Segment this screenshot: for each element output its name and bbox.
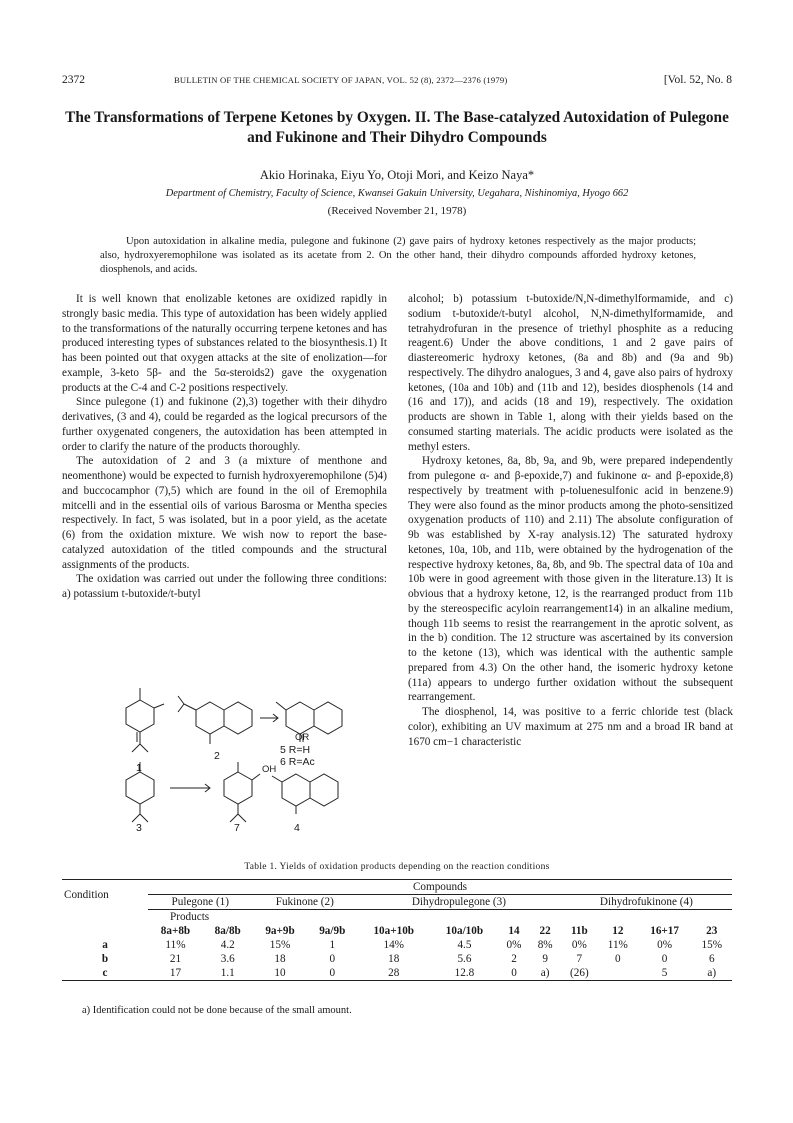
column-header: 10a/10b (445, 925, 484, 937)
paragraph: The autoxidation of 2 and 3 (a mixture of menthone and neomenthone) would be expected to furnish hydroxyeremophilone (5)4) and buccocamphor (7),5) which are found in the oil of Eremophila mitcelli and in the essential oils of various Barosma or Mentha species respectively. In fact, 5 was isolated, but in a poor yield, as the acetate (6) from the oxidation mixture. We wish now to report the base-catalyzed autoxidation of the titled compounds and the structural assignments of the products. (62, 455, 387, 571)
table-cell: 0 (307, 966, 357, 981)
table-header-row (62, 924, 732, 938)
table-footnote: a) Identification could not be done because of the small amount. (82, 1005, 352, 1016)
right-column (408, 292, 733, 749)
table-cell: 0% (657, 939, 673, 951)
substituent-label: OR (295, 732, 310, 743)
column-header: 14 (508, 925, 520, 937)
table-header: Compounds (148, 880, 732, 895)
table-header-row (62, 895, 732, 910)
abstract: Upon autoxidation in alkaline media, pulegone and fukinone (2) gave pairs of hydroxy ketones respectively as the major products; also, hydroxyeremophilone was isolated as its acetate from 2. On the other hand, their dihydro compounds afforded hydroxy ketones, diosphenols, and acids. (100, 236, 696, 275)
table-row (62, 938, 732, 952)
column-header: 23 (706, 925, 718, 937)
journal-citation: BULLETIN OF THE CHEMICAL SOCIETY OF JAPAN, VOL. 52 (8), 2372—2376 (1979) (174, 75, 508, 85)
compound-label: 5 R=H (280, 744, 311, 756)
table-cell (598, 966, 638, 981)
compound-label: 3 (136, 822, 142, 834)
table-row (62, 952, 732, 966)
table-header: Condition (62, 880, 148, 910)
table-cell: 6 (708, 953, 715, 965)
author-list: Akio Horinaka, Eiyu Yo, Otoji Mori, and Keizo Naya* (259, 168, 535, 182)
column-header: 8a+8b (160, 925, 191, 937)
table-cell: 3.6 (220, 953, 235, 965)
table-cell: 8% (537, 939, 553, 951)
table-header-row (62, 910, 732, 925)
table-cell: 0 (615, 953, 621, 965)
table-cell: 18 (388, 953, 400, 965)
table-header-row (62, 880, 732, 895)
table-cell: 0 (329, 953, 336, 965)
table-cell: 0% (571, 939, 587, 951)
table-group-header: Fukinone (2) (253, 895, 358, 910)
column-header: 8a/8b (214, 925, 241, 937)
table-cell: 0% (506, 939, 522, 951)
paragraph: The oxidation was carried out under the following three conditions: a) potassium t-butoxide/t-butyl (62, 573, 387, 600)
column-header: 9a+9b (265, 925, 295, 937)
paragraph: Hydroxy ketones, 8a, 8b, 9a, and 9b, were prepared independently from pulegone α- and β-epoxide,7) and fukinone α- and β-epoxide,8) respectively by treatment with p-toluenesulfonic acid in benzene.9) They were also found as the minor products among the photo-sensitized oxygenation products of 110) and 2.11) The absolute configuration of 9b was established by X-ray analysis.12) The saturated hydroxy ketones, 10a, 10b, and 11b, were obtained by the hydrogenation of the respective hydroxy ketones, 8a, 8b, and 9b. The spectral data of 10a and 10b were in good agreement with those given in the literature.13) It is obvious that a hydroxy ketone, 12, is the rearranged product from 11b by the stereospecific acyloin rearrangement14) in an alkaline medium, though 11b seems to resist the rearrangement in the aprotic solvent, as in the b) condition. The 12 structure was ascertained by its conversion to the ketone (13), which was identical with the authentic sample prepared from 4.3) On the other hand, the isomeric hydroxy ketone (11a) appears to undergo further oxidation without the subsequent rearrangement. (408, 455, 733, 704)
table-cell: a) (692, 966, 732, 981)
table-cell: 5.6 (457, 953, 472, 965)
column-header: 12 (612, 925, 624, 937)
table-cell: 0 (661, 953, 668, 965)
table-cell: 4.2 (220, 939, 235, 951)
table-cell: 1 (329, 939, 336, 951)
table-group-header: Pulegone (1) (148, 895, 253, 910)
compound-label: 4 (294, 822, 300, 834)
table-cell: 2 (511, 953, 517, 965)
table-cell: 5 (638, 966, 692, 981)
table-cell: (26) (561, 966, 598, 981)
compound-label: 2 (214, 750, 220, 762)
structure-drawings (100, 684, 360, 834)
left-column (62, 292, 387, 602)
table-group-header: Dihydrofukinone (4) (561, 895, 732, 910)
row-label: b (101, 953, 109, 965)
table-cell: 18 (274, 953, 286, 965)
table-header: Products (170, 911, 210, 923)
table-cell: 15% (269, 939, 291, 951)
table-cell: 17 (148, 966, 203, 981)
substituent-label: OH (262, 764, 277, 775)
table-group-header: Dihydropulegone (3) (357, 895, 561, 910)
paragraph: It is well known that enolizable ketones are oxidized rapidly in strongly basic media. This type of autoxidation has been widely applied to the transformations of the naturally occurring terpene ketones and has produced interesting types of substances related to the biosynthesis.1) It has been pointed out that oxygen attacks at the site of enolization—for example, 3-keto 5β- and the 5α-steroids2) gave the oxygenation products at the C-4 and C-2 positions respectively. (62, 293, 387, 394)
compound-label: 6 R=Ac (280, 756, 315, 768)
table-cell: 11% (607, 939, 628, 951)
table-row (62, 966, 732, 981)
received-date: (Received November 21, 1978) (327, 205, 467, 217)
column-header: 9a/9b (319, 925, 346, 937)
paragraph: alcohol; b) potassium t-butoxide/N,N-dimethylformamide, and c) sodium t-butoxide/t-butyl alcohol, N,N-dimethylformamide, and tetrahydrofuran in the presence of triethyl phosphite as a reducing reagent.6) Under the above conditions, 1 and 2 gave pairs of diastereomeric hydroxy ketones, (8a and 8b) and (9a and 9b) respectively. The dihydro analogues, 3 and 4, gave also pairs of hydroxy ketones, (10a and 10b) and (11b and 12), besides diosphenols (14 and (16 and 17)), and acids (18 and 19), respectively. The oxidation products are shown in Table 1, along with their yields based on the consumed starting materials. The acidic products were isolated as the methyl esters. (408, 293, 733, 453)
paragraph: Since pulegone (1) and fukinone (2),3) together with their dihydro derivatives, (3 and 4), could be regarded as the logical precursors of the further oxygenated congeners, the autoxidation has been attempted in order to clarify the nature of the products thoroughly. (62, 396, 387, 453)
table-cell: 14% (383, 939, 404, 951)
affiliation: Department of Chemistry, Faculty of Science, Kwansei Gakuin University, Uegahara, Nishinomiya, Hyogo 662 (165, 188, 629, 199)
table-cell: 15% (701, 939, 723, 951)
yield-table (62, 879, 732, 981)
paper-title: The Transformations of Terpene Ketones by Oxygen. II. The Base-catalyzed Autoxidation of Pulegone and Fukinone and Their Dihydro Compounds (65, 109, 729, 146)
table-cell: 21 (169, 953, 182, 965)
table-cell: a) (530, 966, 561, 981)
page-number: 2372 (62, 74, 85, 86)
row-label: c (62, 966, 148, 981)
table-cell: 1.1 (203, 966, 253, 981)
compound-label: 1 (136, 762, 142, 774)
table-cell: 4.5 (457, 939, 472, 951)
table-cell: 12.8 (430, 966, 498, 981)
column-header: 11b (570, 925, 588, 937)
paragraph: The diosphenol, 14, was positive to a ferric chloride test (black color), exhibiting an UV maximum at 275 nm and a broad IR band at 1670 cm−1 characteristic (408, 706, 733, 748)
reaction-scheme (100, 684, 360, 834)
table-cell: 11% (165, 939, 186, 951)
table-cell: 0 (498, 966, 529, 981)
column-header: 16+17 (650, 925, 679, 937)
volume-number: [Vol. 52, No. 8 (663, 74, 732, 86)
compound-label: 7 (234, 822, 240, 834)
table-cell: 7 (576, 953, 583, 965)
column-header: 10a+10b (373, 925, 415, 937)
column-header: 22 (539, 925, 551, 937)
table-caption: Table 1. Yields of oxidation products depending on the reaction conditions (244, 862, 550, 872)
table-cell: 9 (542, 953, 548, 965)
table-cell: 10 (253, 966, 308, 981)
row-label: a (102, 939, 108, 951)
table-cell: 28 (357, 966, 430, 981)
